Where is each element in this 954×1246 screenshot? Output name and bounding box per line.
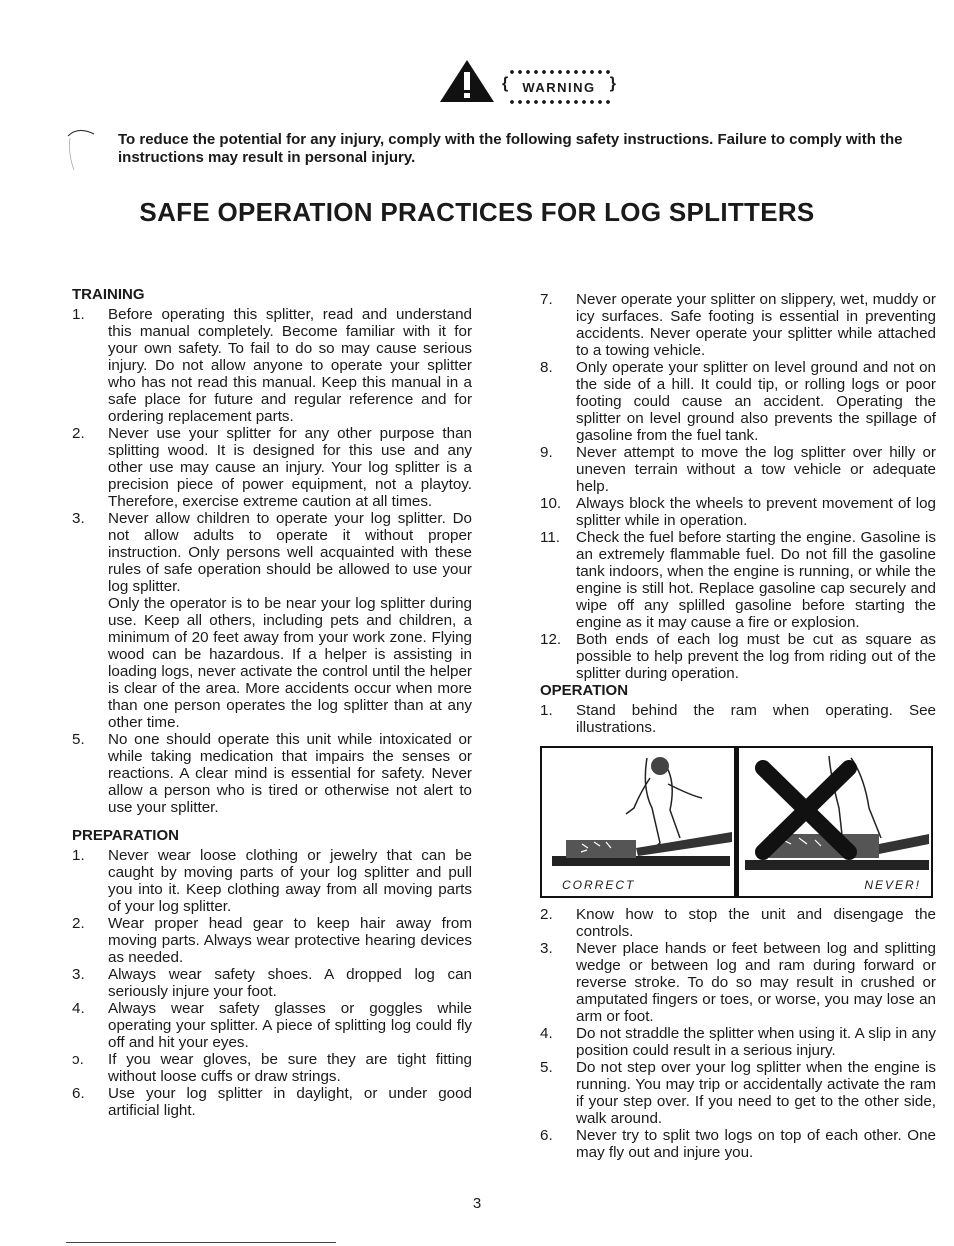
left-column (72, 286, 472, 1119)
list-item (540, 702, 936, 736)
list-item (540, 1059, 936, 1127)
operation-heading: OPERATION (540, 682, 629, 699)
item-text: Never allow children to operate your log splitter. Do not allow adults to operate it without proper instruction. Only persons well acquainted with these rules of safe operation should be allowed to use your log splitter. (108, 510, 472, 595)
item-number: 5. (72, 731, 85, 748)
item-text: Do not straddle the splitter when using it. A slip in any position could result in a serious injury. (576, 1025, 936, 1059)
item-number: 1. (72, 306, 85, 323)
never-panel (736, 746, 933, 898)
item-text: Do not step over your log splitter when the engine is running. You may trip or accidentally activate the ram if your step over. If you need to get to the other side, walk around. (576, 1059, 936, 1127)
never-operator-illustration (739, 748, 931, 896)
footer-rule (66, 1242, 336, 1243)
item-number: 6. (72, 1085, 85, 1102)
item-text: Use your log splitter in daylight, or under good artificial light. (108, 1085, 472, 1119)
item-number: 2. (540, 906, 553, 923)
item-text: Never try to split two logs on top of each other. One may fly out and injure you. (576, 1127, 936, 1161)
preparation-list (72, 847, 472, 1119)
list-item (72, 306, 472, 425)
list-item (540, 291, 936, 359)
list-item (540, 906, 936, 940)
item-text: Check the fuel before starting the engine. Gasoline is an extremely flammable fuel. Do not fill the gasoline tank indoors, when the engine is running, or while the engine is still hot. Replace gasoline cap securely and wipe off any splilled gasoline before starting the engine as it may cause a fire or explosion. (576, 529, 936, 631)
item-text: Always wear safety glasses or goggles while operating your splitter. A piece of splitting log could fly off and hit your eyes. (108, 1000, 472, 1051)
warning-label: WARNING (522, 79, 596, 95)
intro-paragraph (118, 131, 908, 167)
correct-operator-illustration (542, 748, 734, 896)
item-number: 2. (72, 425, 85, 442)
item-number: 2. (72, 915, 85, 932)
list-item (540, 1127, 936, 1161)
item-text: Wear proper head gear to keep hair away from moving parts. Always wear protective hearing devices as needed. (108, 915, 472, 966)
item-number: 3. (540, 940, 553, 957)
item-text: Never place hands or feet between log and splitting wedge or between log and ram during forward or reverse stroke. To do so may result in crushed or amputated fingers or toes, or worse, you may lose an arm or foot. (576, 940, 936, 1025)
item-text: Always block the wheels to prevent movement of log splitter while in operation. (576, 495, 936, 529)
correct-panel (540, 746, 736, 898)
list-item (540, 359, 936, 444)
training-heading: TRAINING (72, 286, 145, 303)
list-item (540, 529, 936, 631)
item-text: Before operating this splitter, read and understand this manual completely. Become familiar with it for your own safety. To fail to do so may cause serious injury. Do not allow anyone to operate your splitter who has not read this manual. Keep this manual in a safe place for future and regular reference and for ordering replacement parts. (108, 306, 472, 425)
item-number: 7. (540, 291, 553, 308)
item-text: If you wear gloves, be sure they are tight fitting without loose cuffs or draw strings. (108, 1051, 472, 1085)
item-number: 4. (540, 1025, 553, 1042)
item-text: Never wear loose clothing or jewelry that can be caught by moving parts of your log splitter and pull you into it. Keep clothing away from all moving parts of your log splitter. (108, 847, 472, 915)
preparation-heading: PREPARATION (72, 827, 179, 844)
item-number: 11. (540, 529, 560, 546)
list-item (540, 1025, 936, 1059)
pen-mark (66, 124, 106, 172)
item-text: Always wear safety shoes. A dropped log can seriously injure your foot. (108, 966, 472, 1000)
list-item (72, 966, 472, 1000)
list-item (72, 1000, 472, 1051)
item-number: ɔ. (72, 1051, 84, 1068)
item-number: 8. (540, 359, 553, 376)
warning-triangle-icon (438, 58, 496, 104)
item-number: 4. (72, 1000, 85, 1017)
item-text: Never attempt to move the log splitter over hilly or uneven terrain without a tow vehicle or adequate help. (576, 444, 936, 495)
list-item (72, 1085, 472, 1119)
general-list (540, 291, 936, 682)
list-item (72, 1051, 472, 1085)
item-number: 1. (72, 847, 85, 864)
list-item (72, 847, 472, 915)
list-item (72, 425, 472, 510)
item-number: 12. (540, 631, 562, 648)
warning-label-box: { WARNING } (504, 76, 614, 98)
list-item (72, 510, 472, 595)
list-item (540, 444, 936, 495)
item-number: 3. (72, 510, 85, 527)
item-text: Stand behind the ram when operating. See illustrations. (576, 702, 936, 736)
list-item (72, 595, 472, 731)
right-column (540, 291, 936, 1161)
item-text: Never use your splitter for any other purpose than splitting wood. It is designed for this use and any other use may cause an injury. Your log splitter is a precision piece of power equipment, not a playtoy. Therefore, exercise extreme caution at all times. (108, 425, 472, 510)
list-item (72, 731, 472, 816)
illustration (540, 746, 934, 898)
item-number: 9. (540, 444, 553, 461)
item-text: Only operate your splitter on level ground and not on the side of a hill. It could tip, or rolling logs or poor footing could cause an accident. Operating the splitter on level ground also prevents the spillage of gasoline from the fuel tank. (576, 359, 936, 444)
item-number: 3. (72, 966, 85, 983)
list-item (540, 495, 936, 529)
item-number: 5. (540, 1059, 553, 1076)
item-number: 6. (540, 1127, 553, 1144)
item-text: Never operate your splitter on slippery, wet, muddy or icy surfaces. Safe footing is essential in preventing accidents. Never operate your splitter while attached to a towing vehicle. (576, 291, 936, 359)
item-text: Know how to stop the unit and disengage the controls. (576, 906, 936, 940)
item-text: Only the operator is to be near your log splitter during use. Keep all others, including pets and children, a minimum of 20 feet away from your work zone. Flying wood can be hazardous. If a helper is assisting in loading logs, never activate the control until the helper is clear of the area. More accidents occur when more than one person operates the log splitter than at any other time. (108, 595, 472, 731)
list-item (72, 915, 472, 966)
correct-caption: CORRECT (562, 878, 636, 892)
item-number: 1. (540, 702, 553, 719)
list-item (540, 940, 936, 1025)
page-title: SAFE OPERATION PRACTICES FOR LOG SPLITTERS (139, 197, 815, 227)
item-text: No one should operate this unit while intoxicated or while taking medication that impairs the senses or reactions. A clear mind is essential for safety. Never allow a person who is tired or otherwise not alert to use your splitter. (108, 731, 472, 816)
page-number: 3 (472, 1195, 482, 1212)
intro-text: To reduce the potential for any injury, comply with the following safety instructions. Failure to comply with the instructions may result in personal injury. (118, 131, 903, 166)
never-caption: NEVER! (864, 878, 921, 892)
training-list (72, 306, 472, 816)
item-text: Both ends of each log must be cut as square as possible to help prevent the log from riding out of the splitter during operation. (576, 631, 936, 682)
operation-list (540, 906, 936, 1161)
list-item (540, 631, 936, 682)
item-number: 10. (540, 495, 562, 512)
warning-header (438, 58, 638, 108)
